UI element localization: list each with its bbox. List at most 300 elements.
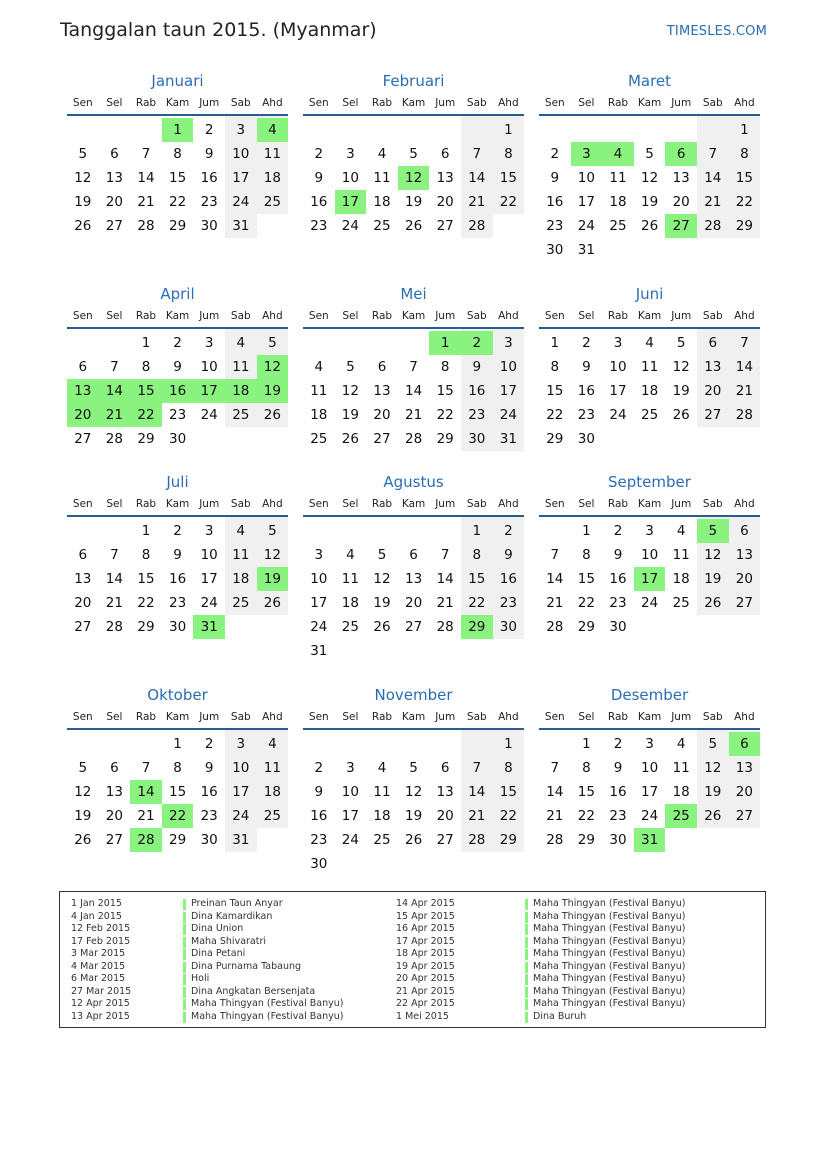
day-cell: 30 [310, 856, 328, 872]
weekday-header: Kam [401, 711, 426, 723]
day-cell: 10 [577, 170, 595, 186]
day-cell: 18 [263, 784, 281, 800]
day-cell: 11 [373, 784, 391, 800]
legend-color-bar [525, 899, 528, 910]
day-cell: 9 [173, 547, 182, 563]
day-cell: 6 [409, 547, 418, 563]
day-cell: 4 [268, 736, 277, 752]
day-cell: 8 [141, 547, 151, 563]
holiday-day-cell: 31 [634, 828, 666, 852]
day-cell: 21 [405, 407, 423, 423]
day-cell: 1 [582, 736, 591, 752]
weekday-header: Sen [544, 498, 565, 510]
day-cell: 25 [341, 619, 359, 635]
day-cell: 26 [704, 808, 722, 824]
day-cell: 7 [409, 359, 418, 375]
legend-holiday-name: Maha Thingyan (Festival Banyu) [533, 923, 686, 934]
day-cell: 2 [314, 146, 324, 162]
day-cell: 23 [468, 407, 486, 423]
weekday-header: Kam [401, 498, 426, 510]
day-cell: 22 [436, 407, 454, 423]
day-cell: 5 [346, 359, 355, 375]
day-cell: 17 [232, 784, 250, 800]
day-cell: 22 [735, 194, 753, 210]
weekday-header: Jum [671, 310, 692, 322]
legend-color-bar [183, 962, 186, 973]
day-cell: 16 [169, 571, 187, 587]
weekday-header: Sen [308, 498, 329, 510]
day-cell: 1 [582, 523, 591, 539]
day-cell: 1 [141, 335, 151, 351]
day-cell: 21 [468, 194, 486, 210]
day-cell: 5 [268, 523, 277, 539]
day-cell: 29 [137, 619, 155, 635]
day-cell: 14 [735, 359, 753, 375]
day-cell: 2 [204, 122, 214, 138]
month-name: September [608, 473, 691, 491]
weekday-header: Sel [106, 97, 123, 109]
holiday-day-cell: 1 [429, 331, 461, 355]
day-cell: 9 [504, 547, 513, 563]
day-cell: 9 [204, 760, 214, 776]
day-cell: 13 [74, 571, 92, 587]
holiday-day-cell: 4 [257, 118, 289, 142]
day-cell: 13 [373, 383, 391, 399]
weekday-header: Ahd [498, 711, 519, 723]
legend-date: 21 Apr 2015 [396, 985, 455, 997]
day-cell: 19 [704, 784, 722, 800]
day-cell: 24 [341, 832, 359, 848]
day-cell: 17 [310, 595, 328, 611]
day-cell: 4 [645, 335, 654, 351]
legend-holiday-name: Holi [191, 973, 210, 984]
holiday-day-cell: 22 [130, 403, 162, 427]
holiday-day-cell: 22 [162, 804, 194, 828]
day-cell: 29 [137, 431, 155, 447]
day-cell: 18 [373, 194, 391, 210]
day-cell: 8 [504, 760, 513, 776]
day-cell: 5 [645, 146, 654, 162]
day-cell: 5 [78, 760, 88, 776]
day-cell: 22 [577, 595, 595, 611]
day-cell: 22 [169, 194, 187, 210]
day-cell: 12 [74, 170, 92, 186]
day-cell: 21 [137, 808, 155, 824]
weekday-header: Sen [544, 711, 565, 723]
legend-color-bar [525, 1012, 528, 1023]
legend-date: 6 Mar 2015 [71, 973, 126, 984]
legend-date: 1 Jan 2015 [71, 898, 122, 909]
legend-date: 12 Feb 2015 [71, 923, 131, 934]
legend-date: 17 Apr 2015 [396, 935, 455, 947]
legend-holiday-name: Preinan Taun Anyar [191, 898, 283, 909]
day-cell: 15 [468, 571, 486, 587]
day-cell: 20 [373, 407, 391, 423]
holiday-day-cell: 29 [461, 615, 493, 639]
day-cell: 9 [582, 359, 591, 375]
day-cell: 18 [672, 571, 690, 587]
weekday-header: Rab [607, 711, 629, 723]
holiday-day-cell: 17 [634, 567, 666, 591]
day-cell: 13 [672, 170, 690, 186]
weekday-header: Jum [199, 711, 220, 723]
weekday-header: Sen [544, 97, 565, 109]
weekday-header: Jum [671, 711, 692, 723]
day-cell: 14 [405, 383, 423, 399]
day-cell: 27 [105, 218, 123, 234]
holiday-day-cell: 2 [461, 331, 493, 355]
legend-holiday-name: Dina Angkatan Bersenjata [191, 985, 316, 997]
weekday-header: Sel [342, 711, 359, 723]
day-cell: 11 [310, 383, 328, 399]
month-name: Juni [635, 285, 664, 303]
weekday-header: Ahd [734, 711, 755, 723]
day-cell: 8 [740, 146, 749, 162]
day-cell: 5 [708, 736, 718, 752]
day-cell: 4 [377, 760, 387, 776]
holiday-day-cell: 15 [130, 379, 162, 403]
day-cell: 28 [546, 832, 564, 848]
day-cell: 27 [405, 619, 423, 635]
day-cell: 6 [740, 523, 749, 539]
day-cell: 9 [472, 359, 482, 375]
day-cell: 7 [550, 760, 560, 776]
holiday-day-cell: 18 [225, 379, 257, 403]
day-cell: 10 [232, 146, 250, 162]
holiday-day-cell: 4 [602, 142, 634, 166]
weekday-header: Sel [106, 711, 123, 723]
legend-color-bar [183, 999, 186, 1010]
weekday-header: Sen [308, 97, 329, 109]
day-cell: 9 [314, 170, 324, 186]
weekday-header: Sab [466, 310, 487, 322]
day-cell: 20 [436, 194, 454, 210]
weekday-header: Jum [435, 97, 456, 109]
holiday-day-cell: 19 [257, 379, 289, 403]
legend-entry [71, 911, 411, 924]
month-november [303, 686, 524, 886]
day-cell: 19 [74, 808, 92, 824]
day-cell: 27 [436, 832, 454, 848]
day-cell: 26 [641, 218, 659, 234]
day-cell: 3 [204, 523, 214, 539]
weekday-header: Rab [371, 498, 393, 510]
day-cell: 10 [641, 760, 659, 776]
day-cell: 20 [735, 571, 753, 587]
weekday-header: Jum [671, 498, 692, 510]
day-cell: 28 [436, 619, 454, 635]
month-name: Agustus [383, 473, 444, 491]
day-cell: 8 [173, 146, 182, 162]
legend-holiday-name: Dina Petani [191, 948, 246, 959]
legend-date: 15 Apr 2015 [396, 910, 455, 922]
day-cell: 26 [74, 832, 92, 848]
day-cell: 3 [504, 335, 513, 351]
day-cell: 2 [550, 146, 560, 162]
day-cell: 16 [577, 383, 595, 399]
day-cell: 29 [546, 431, 564, 447]
day-cell: 2 [173, 523, 182, 539]
day-cell: 12 [74, 784, 92, 800]
day-cell: 5 [676, 335, 686, 351]
day-cell: 16 [200, 170, 218, 186]
day-cell: 17 [341, 808, 359, 824]
day-cell: 28 [405, 431, 423, 447]
day-cell: 16 [609, 784, 627, 800]
legend-color-bar [525, 962, 528, 973]
legend-holiday-name: Dina Buruh [533, 1010, 587, 1022]
day-cell: 11 [373, 170, 391, 186]
day-cell: 26 [704, 595, 722, 611]
day-cell: 1 [173, 736, 182, 752]
legend-entry [71, 961, 411, 974]
holiday-day-cell: 6 [665, 142, 697, 166]
day-cell: 7 [472, 146, 482, 162]
weekday-header: Kam [637, 97, 662, 109]
day-cell: 14 [137, 170, 155, 186]
day-cell: 29 [499, 832, 517, 848]
weekday-header: Sab [230, 498, 251, 510]
site-link[interactable]: TIMESLES.COM [666, 24, 767, 39]
day-cell: 25 [373, 218, 391, 234]
day-cell: 22 [499, 194, 517, 210]
day-cell: 11 [641, 359, 659, 375]
legend-color-bar [525, 937, 528, 948]
day-cell: 8 [582, 760, 591, 776]
day-cell: 9 [613, 760, 623, 776]
month-name: Oktober [147, 686, 208, 704]
weekday-header: Sab [466, 97, 487, 109]
weekday-header: Rab [607, 97, 629, 109]
weekday-header: Rab [371, 97, 393, 109]
day-cell: 15 [735, 170, 753, 186]
day-cell: 20 [735, 784, 753, 800]
day-cell: 1 [504, 736, 513, 752]
month-juni [539, 285, 760, 485]
day-cell: 20 [405, 595, 423, 611]
weekday-header: Ahd [262, 711, 283, 723]
legend-entry [71, 1011, 411, 1024]
weekday-header: Jum [435, 498, 456, 510]
weekday-header: Ahd [498, 310, 519, 322]
legend-holiday-name: Maha Shivaratri [191, 935, 267, 947]
day-cell: 7 [440, 547, 450, 563]
weekday-header: Sel [342, 498, 359, 510]
day-cell: 5 [409, 760, 418, 776]
day-cell: 30 [169, 431, 187, 447]
weekday-header: Sen [72, 498, 93, 510]
day-cell: 11 [672, 547, 690, 563]
legend-entry [396, 986, 736, 999]
weekday-header: Rab [607, 310, 629, 322]
weekday-header: Sen [544, 310, 565, 322]
day-cell: 21 [546, 595, 564, 611]
legend-holiday-name: Maha Thingyan (Festival Banyu) [191, 998, 344, 1009]
month-mei [303, 285, 524, 485]
weekday-header: Sel [578, 498, 595, 510]
weekday-header: Jum [435, 711, 456, 723]
month-name: November [374, 686, 453, 704]
day-cell: 10 [499, 359, 517, 375]
day-cell: 15 [499, 784, 517, 800]
day-cell: 7 [740, 335, 749, 351]
day-cell: 2 [613, 736, 623, 752]
legend-holiday-name: Maha Thingyan (Festival Banyu) [533, 998, 686, 1009]
day-cell: 20 [672, 194, 690, 210]
weekday-header: Sel [342, 310, 359, 322]
day-cell: 23 [609, 595, 627, 611]
day-cell: 8 [141, 359, 151, 375]
day-cell: 10 [609, 359, 627, 375]
legend-entry [71, 948, 411, 961]
weekday-header: Kam [165, 97, 190, 109]
legend-date: 3 Mar 2015 [71, 948, 126, 959]
day-cell: 26 [672, 407, 690, 423]
legend-entry [396, 936, 736, 949]
holiday-day-cell: 3 [571, 142, 603, 166]
day-cell: 9 [613, 547, 623, 563]
day-cell: 3 [204, 335, 214, 351]
day-cell: 30 [577, 431, 595, 447]
legend-entry [396, 948, 736, 961]
day-cell: 22 [577, 808, 595, 824]
day-cell: 31 [232, 218, 250, 234]
day-cell: 21 [105, 595, 123, 611]
day-cell: 25 [263, 194, 281, 210]
weekday-header: Kam [637, 498, 662, 510]
day-cell: 10 [200, 359, 218, 375]
day-cell: 26 [74, 218, 92, 234]
day-cell: 22 [137, 595, 155, 611]
legend-entry [396, 898, 736, 911]
month-name: Januari [151, 72, 204, 90]
legend-color-bar [525, 999, 528, 1010]
day-cell: 1 [550, 335, 560, 351]
weekday-header: Sel [578, 310, 595, 322]
holiday-day-cell: 5 [697, 519, 729, 543]
day-cell: 23 [200, 808, 218, 824]
day-cell: 12 [704, 760, 722, 776]
weekday-header: Sab [230, 97, 251, 109]
day-cell: 25 [672, 595, 690, 611]
day-cell: 24 [609, 407, 627, 423]
day-cell: 8 [550, 359, 560, 375]
legend-holiday-name: Maha Thingyan (Festival Banyu) [191, 1010, 344, 1022]
day-cell: 18 [263, 170, 281, 186]
day-cell: 6 [110, 760, 119, 776]
day-cell: 31 [577, 242, 595, 258]
legend-entry [71, 973, 411, 986]
legend-entry [396, 961, 736, 974]
day-cell: 4 [346, 547, 355, 563]
day-cell: 16 [468, 383, 486, 399]
day-cell: 27 [735, 595, 753, 611]
day-cell: 18 [373, 808, 391, 824]
day-cell: 17 [200, 571, 218, 587]
weekday-header: Kam [165, 498, 190, 510]
day-cell: 15 [436, 383, 454, 399]
day-cell: 4 [236, 523, 246, 539]
day-cell: 11 [232, 547, 250, 563]
day-cell: 2 [173, 335, 182, 351]
day-cell: 6 [708, 335, 718, 351]
day-cell: 14 [546, 571, 564, 587]
weekday-header: Rab [607, 498, 629, 510]
day-cell: 16 [499, 571, 517, 587]
day-cell: 7 [472, 760, 482, 776]
weekday-header: Sel [106, 310, 123, 322]
day-cell: 6 [78, 547, 88, 563]
weekday-header: Jum [199, 498, 220, 510]
day-cell: 25 [609, 218, 627, 234]
legend-holiday-name: Maha Thingyan (Festival Banyu) [533, 898, 686, 909]
day-cell: 29 [735, 218, 753, 234]
legend-holiday-name: Maha Thingyan (Festival Banyu) [533, 973, 686, 984]
day-cell: 14 [546, 784, 564, 800]
legend-date: 22 Apr 2015 [396, 998, 455, 1009]
day-cell: 17 [609, 383, 627, 399]
day-cell: 11 [263, 760, 281, 776]
day-cell: 19 [341, 407, 359, 423]
day-cell: 13 [105, 170, 123, 186]
day-cell: 14 [436, 571, 454, 587]
month-name: Juli [166, 473, 189, 491]
month-januari [67, 72, 288, 272]
day-cell: 19 [373, 595, 391, 611]
legend-color-bar [525, 974, 528, 985]
day-cell: 21 [137, 194, 155, 210]
day-cell: 6 [440, 760, 450, 776]
day-cell: 18 [341, 595, 359, 611]
weekday-header: Sen [72, 97, 93, 109]
day-cell: 23 [609, 808, 627, 824]
day-cell: 20 [436, 808, 454, 824]
day-cell: 28 [105, 619, 123, 635]
weekday-header: Kam [637, 310, 662, 322]
day-cell: 29 [577, 832, 595, 848]
day-cell: 2 [613, 523, 623, 539]
weekday-header: Ahd [262, 97, 283, 109]
day-cell: 2 [504, 523, 513, 539]
day-cell: 30 [169, 619, 187, 635]
day-cell: 25 [310, 431, 328, 447]
day-cell: 8 [582, 547, 591, 563]
day-cell: 31 [232, 832, 250, 848]
legend-entry [71, 923, 411, 936]
legend-date: 27 Mar 2015 [71, 985, 132, 997]
holiday-day-cell: 25 [665, 804, 697, 828]
day-cell: 2 [314, 760, 324, 776]
day-cell: 3 [236, 736, 246, 752]
legend-date: 14 Apr 2015 [396, 898, 455, 909]
day-cell: 23 [546, 218, 564, 234]
legend-color-bar [183, 987, 186, 998]
month-agustus [303, 473, 524, 673]
day-cell: 17 [577, 194, 595, 210]
day-cell: 12 [341, 383, 359, 399]
day-cell: 23 [577, 407, 595, 423]
legend-holiday-name: Maha Thingyan (Festival Banyu) [533, 985, 686, 997]
legend-color-bar [183, 937, 186, 948]
day-cell: 10 [200, 547, 218, 563]
day-cell: 30 [546, 242, 564, 258]
weekday-header: Kam [401, 310, 426, 322]
month-desember [539, 686, 760, 886]
day-cell: 23 [310, 832, 328, 848]
legend-holiday-name: Dina Union [191, 923, 244, 934]
day-cell: 27 [74, 619, 92, 635]
day-cell: 28 [105, 431, 123, 447]
